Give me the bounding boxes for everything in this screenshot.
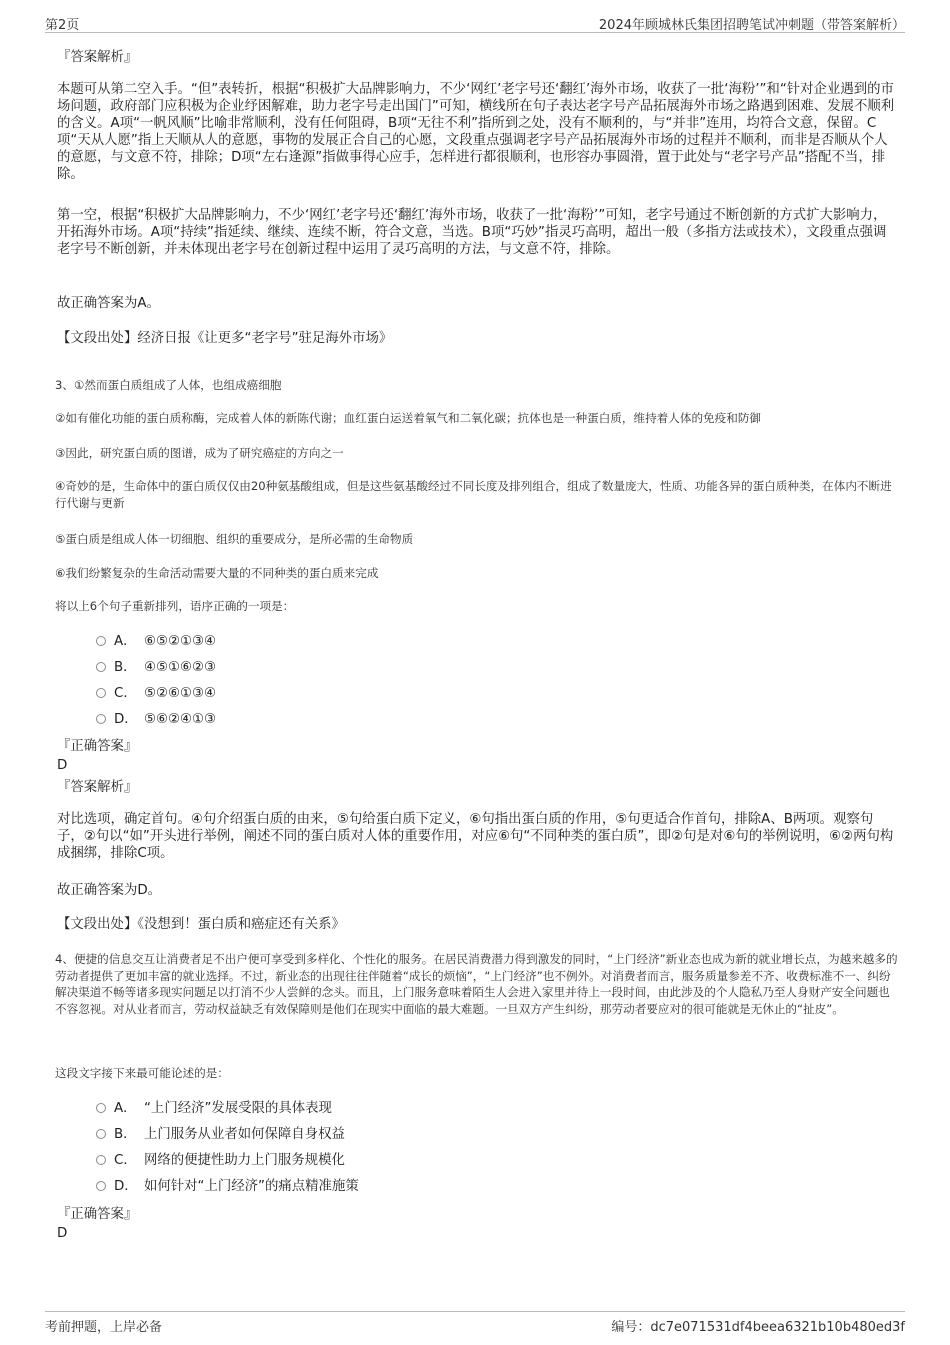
analysis-paragraph: 对比选项，确定首句。④句介绍蛋白质的由来，⑤句给蛋白质下定义，⑥句指出蛋白质的作用，⑤句更适合作首句，排除A、B两项。观察句子，②句以“如”开头进行举例，阐述不同的蛋白质对人体的重要作用，对应⑥句“不同种类的蛋白质”，即②句是对⑥句的举例说明，⑥②两句构成捆绑，排除C项。 xyxy=(57,812,894,861)
answer-analysis-title: 『答案解析』 xyxy=(57,50,138,65)
option-d[interactable]: D． ⑤⑥②④①③ xyxy=(96,711,216,729)
option-c[interactable]: C． ⑤②⑥①③④ xyxy=(96,685,216,703)
question-sentence: 3、①然而蛋白质组成了人体，也组成癌细胞 xyxy=(55,378,282,392)
footer-slogan: 考前押题，上岸必备 xyxy=(45,1320,163,1335)
source-citation: 【文段出处】经济日报《让更多“老字号”驻足海外市场》 xyxy=(57,331,393,346)
correct-answer-title: 『正确答案』 xyxy=(57,739,138,754)
correct-answer: D xyxy=(57,1226,68,1241)
page-number: 第2页 xyxy=(45,18,80,33)
answer-conclusion: 故正确答案为A。 xyxy=(57,296,160,311)
radio-button[interactable] xyxy=(96,714,106,724)
option-b[interactable]: B． ④⑤①⑥②③ xyxy=(96,659,216,677)
radio-button[interactable] xyxy=(96,688,106,698)
question-stem: 4、便捷的信息交互让消费者足不出户便可享受到多样化、个性化的服务。在居民消费潜力得到激发的同时，“上门经济”新业态也成为新的就业增长点，为越来越多的劳动者提供了更加丰富的就业选择。不过，新业态的出现往往伴随着“成长的烦恼”，“上门经济”也不例外。对消费者而言，服务质量参差不齐、收费标准不一、纠纷解决渠道不畅等诸多现实问题足以打消不少人尝鲜的念头。而且，上门服务意味着陌生人会进入家里并待上一段时间，由此涉及的个人隐私乃至人身财产安全问题也不容忽视。对从业者而言，劳动权益缺乏有效保障则是他们在现实中面临的最大难题。一旦双方产生纠纷，那劳动者要应对的很可能就是无休止的“扯皮”。 xyxy=(55,952,898,1016)
question-sentence: ④奇妙的是，生命体中的蛋白质仅仅由20种氨基酸组成，但是这些氨基酸经过不同长度及排列组合，组成了数量庞大，性质、功能各异的蛋白质种类，在体内不断进行代谢与更新 xyxy=(55,479,892,510)
correct-answer-title: 『正确答案』 xyxy=(57,1207,138,1222)
radio-button[interactable] xyxy=(96,636,106,646)
option-d[interactable]: D． 如何针对“上门经济”的痛点精准施策 xyxy=(96,1178,359,1196)
question-sentence: ②如有催化功能的蛋白质称酶，完成着人体的新陈代谢；血红蛋白运送着氧气和二氧化碳；抗体也是一种蛋白质，维持着人体的免疫和防御 xyxy=(55,411,762,425)
page-footer xyxy=(45,1311,905,1336)
question-sentence: ③因此，研究蛋白质的图谱，成为了研究癌症的方向之一 xyxy=(55,446,344,460)
analysis-paragraph: 第一空，根据“积极扩大品牌影响力，不少‘网红’老字号还‘翻红’海外市场，收获了一批‘海粉’”可知，老字号通过不断创新的方式扩大影响力，开拓海外市场。A项“持续”指延续、继续、连续不断，符合文意，当选。B项“巧妙”指灵巧高明，超出一般（多指方法或技术），文段重点强调老字号不断创新，并未体现出老字号在创新过程中运用了灵巧高明的方法，与文意不符，排除。 xyxy=(57,208,887,257)
option-a[interactable]: A． “上门经济”发展受限的具体表现 xyxy=(96,1100,332,1118)
option-b[interactable]: B． 上门服务从业者如何保障自身权益 xyxy=(96,1126,345,1144)
radio-button[interactable] xyxy=(96,662,106,672)
option-a[interactable]: A． ⑥⑤②①③④ xyxy=(96,633,216,651)
radio-button[interactable] xyxy=(96,1155,106,1165)
answer-conclusion: 故正确答案为D。 xyxy=(57,883,162,898)
question-sentence: ⑥我们纷繁复杂的生命活动需要大量的不同种类的蛋白质来完成 xyxy=(55,566,379,580)
document-code: 编号：dc7e071531df4beea6321b10b480ed3f xyxy=(611,1320,905,1335)
question-prompt: 将以上6个句子重新排列，语序正确的一项是： xyxy=(55,599,295,613)
source-citation: 【文段出处】《没想到！蛋白质和癌症还有关系》 xyxy=(57,917,345,932)
document-title: 2024年顾城林氏集团招聘笔试冲刺题（带答案解析） xyxy=(598,18,905,33)
answer-analysis-title: 『答案解析』 xyxy=(57,780,138,795)
question-prompt: 这段文字接下来最可能论述的是： xyxy=(55,1066,229,1080)
question-sentence: ⑤蛋白质是组成人体一切细胞、组织的重要成分，是所必需的生命物质 xyxy=(55,532,414,546)
radio-button[interactable] xyxy=(96,1103,106,1113)
option-c[interactable]: C． 网络的便捷性助力上门服务规模化 xyxy=(96,1152,345,1170)
page-header xyxy=(45,12,905,33)
analysis-paragraph: 本题可从第二空入手。“但”表转折，根据“积极扩大品牌影响力，不少‘网红’老字号还‘翻红’海外市场，收获了一批‘海粉’”和“针对企业遇到的市场问题，政府部门应积极为企业纾困解难，助力老字号走出国门”可知，横线所在句子表达老字号产品拓展海外市场之路遇到困难、发展不顺利的含义。A项“一帆风顺”比喻非常顺利，没有任何阻碍，B项“无往不利”指所到之处，没有不顺利的，与“并非”连用，均符合文意，保留。C项“天从人愿”指上天顺从人的意愿，事物的发展正合自己的心愿，文段重点强调老字号产品拓展海外市场的过程并不顺利，而非是否顺从个人的意愿，与文意不符，排除；D项“左右逢源”指做事得心应手，怎样进行都很顺利，也形容办事圆滑，置于此处与“老字号产品”搭配不当，排除。 xyxy=(57,82,895,182)
radio-button[interactable] xyxy=(96,1181,106,1191)
radio-button[interactable] xyxy=(96,1129,106,1139)
correct-answer: D xyxy=(57,758,68,773)
